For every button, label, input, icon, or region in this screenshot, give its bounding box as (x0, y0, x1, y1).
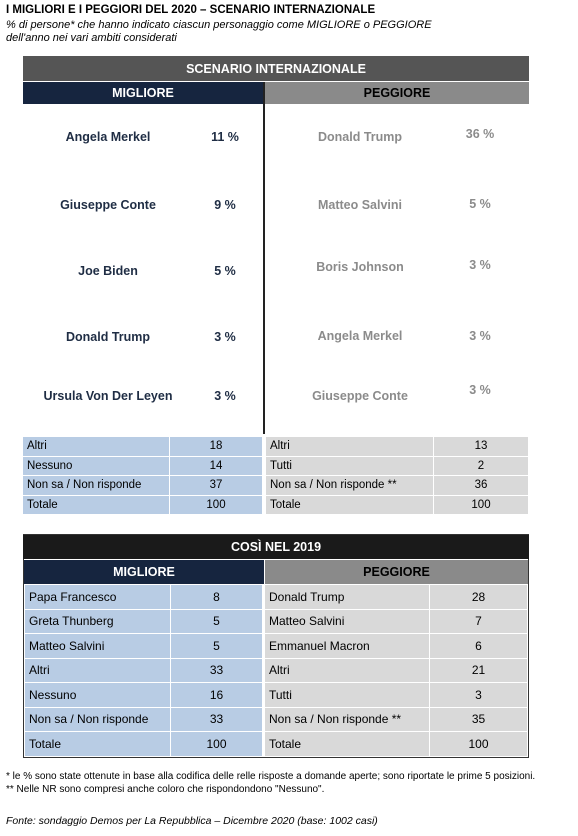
table-row (25, 708, 263, 733)
table-cell-value: 100 (170, 496, 263, 516)
table-cell-label: Non sa / Non risponde (23, 476, 170, 496)
table-cell-value: 14 (170, 457, 263, 477)
worst-pct-3: 3 % (469, 258, 491, 272)
table-cell-value: 7 (430, 610, 528, 635)
worst-pct-2: 5 % (469, 197, 491, 211)
table-cell-value: 33 (171, 659, 263, 684)
page-title: I MIGLIORI E I PEGGIORI DEL 2020 – SCENARIO INTERNAZIONALE (6, 4, 376, 16)
best-2019-table (25, 585, 263, 757)
table-cell-label: Totale (265, 732, 430, 757)
table-cell-label: Tutti (265, 683, 430, 708)
section-2020-title: SCENARIO INTERNAZIONALE (23, 56, 529, 81)
table-cell-value: 16 (171, 683, 263, 708)
table-cell-label: Emmanuel Macron (265, 634, 430, 659)
table-cell-value: 13 (434, 437, 529, 457)
table-row (25, 634, 263, 659)
table-cell-value: 33 (171, 708, 263, 733)
table-row (25, 610, 263, 635)
source-note: Fonte: sondaggio Demos per La Repubblica – Dicembre 2020 (base: 1002 casi) (6, 815, 378, 827)
table-row (23, 496, 263, 516)
page-subtitle: % di persone* che hanno indicato ciascun personaggio come MIGLIORE o PEGGIORE (6, 19, 432, 31)
worst-column-header: PEGGIORE (265, 82, 529, 104)
best-name-4: Donald Trump (65, 330, 151, 344)
table-cell-value: 5 (171, 610, 263, 635)
table-cell-value: 35 (430, 708, 528, 733)
table-cell-value: 28 (430, 585, 528, 610)
worst-pct-4: 3 % (469, 329, 491, 343)
table-row (265, 659, 528, 684)
table-row (23, 457, 263, 477)
table-row (265, 732, 528, 757)
table-cell-label: Totale (23, 496, 170, 516)
best-name-2: Giuseppe Conte (60, 198, 156, 212)
table-cell-label: Papa Francesco (25, 585, 171, 610)
table-row (23, 476, 263, 496)
table-cell-label: Altri (25, 659, 171, 684)
table-cell-label: Non sa / Non risponde (25, 708, 171, 733)
table-cell-value: 5 (171, 634, 263, 659)
worst-summary-table (266, 437, 529, 515)
table-row (265, 708, 528, 733)
table-row (25, 683, 263, 708)
best-pct-1: 11 % (211, 130, 239, 144)
table-row (266, 496, 529, 516)
worst-name-3: Boris Johnson (316, 260, 404, 274)
best-pct-2: 9 % (214, 198, 236, 212)
best-name-5: Ursula Von Der Leyen (43, 389, 173, 403)
worst-2019-column-header: PEGGIORE (265, 560, 528, 584)
table-cell-value: 6 (430, 634, 528, 659)
table-cell-value: 100 (430, 732, 528, 757)
table-row (25, 659, 263, 684)
table-cell-label: Totale (25, 732, 171, 757)
best-pct-5: 3 % (214, 389, 236, 403)
table-row (265, 634, 528, 659)
worst-pct-1: 36 % (465, 127, 495, 141)
table-cell-value: 18 (170, 437, 263, 457)
worst-2019-table (265, 585, 528, 757)
table-row (23, 437, 263, 457)
table-cell-label: Matteo Salvini (25, 634, 171, 659)
best-name-3: Joe Biden (78, 264, 138, 278)
table-cell-value: 2 (434, 457, 529, 477)
table-row (265, 585, 528, 610)
table-cell-label: Nessuno (23, 457, 170, 477)
table-cell-value: 100 (434, 496, 529, 516)
table-cell-value: 36 (434, 476, 529, 496)
table-row (266, 476, 529, 496)
table-cell-value: 21 (430, 659, 528, 684)
table-cell-label: Matteo Salvini (265, 610, 430, 635)
table-row (265, 610, 528, 635)
table-cell-label: Non sa / Non risponde ** (266, 476, 434, 496)
table-cell-label: Greta Thunberg (25, 610, 171, 635)
best-pct-4: 3 % (214, 330, 236, 344)
table-cell-value: 37 (170, 476, 263, 496)
table-row (25, 585, 263, 610)
table-cell-value: 100 (171, 732, 263, 757)
section-2019-title: COSÌ NEL 2019 (23, 535, 529, 559)
table-row (266, 457, 529, 477)
table-cell-label: Altri (23, 437, 170, 457)
table-cell-value: 8 (171, 585, 263, 610)
table-cell-label: Altri (265, 659, 430, 684)
page-subtitle-line2: dell'anno nei vari ambiti considerati (6, 32, 177, 44)
best-2019-column-header: MIGLIORE (24, 560, 264, 584)
best-column-header: MIGLIORE (23, 82, 263, 104)
worst-name-1: Donald Trump (317, 130, 403, 144)
best-pct-3: 5 % (214, 264, 236, 278)
best-summary-table (23, 437, 263, 515)
table-cell-label: Tutti (266, 457, 434, 477)
table-cell-label: Totale (266, 496, 434, 516)
table-cell-value: 3 (430, 683, 528, 708)
worst-pct-5: 3 % (469, 383, 491, 397)
table-row (25, 732, 263, 757)
worst-name-4: Angela Merkel (317, 329, 403, 343)
best-name-1: Angela Merkel (65, 130, 151, 144)
table-row (265, 683, 528, 708)
column-divider (263, 82, 265, 434)
worst-name-2: Matteo Salvini (317, 198, 403, 212)
footnote-2: ** Nelle NR sono compresi anche coloro che rispondondono "Nessuno". (6, 784, 325, 795)
table-cell-label: Donald Trump (265, 585, 430, 610)
worst-name-5: Giuseppe Conte (312, 389, 408, 403)
table-cell-label: Nessuno (25, 683, 171, 708)
table-cell-label: Non sa / Non risponde ** (265, 708, 430, 733)
table-cell-label: Altri (266, 437, 434, 457)
table-row (266, 437, 529, 457)
footnote-1: * le % sono state ottenute in base alla codifica delle relle risposte a domande aperte; sono riportate le prime 5 posizioni. (6, 771, 536, 782)
